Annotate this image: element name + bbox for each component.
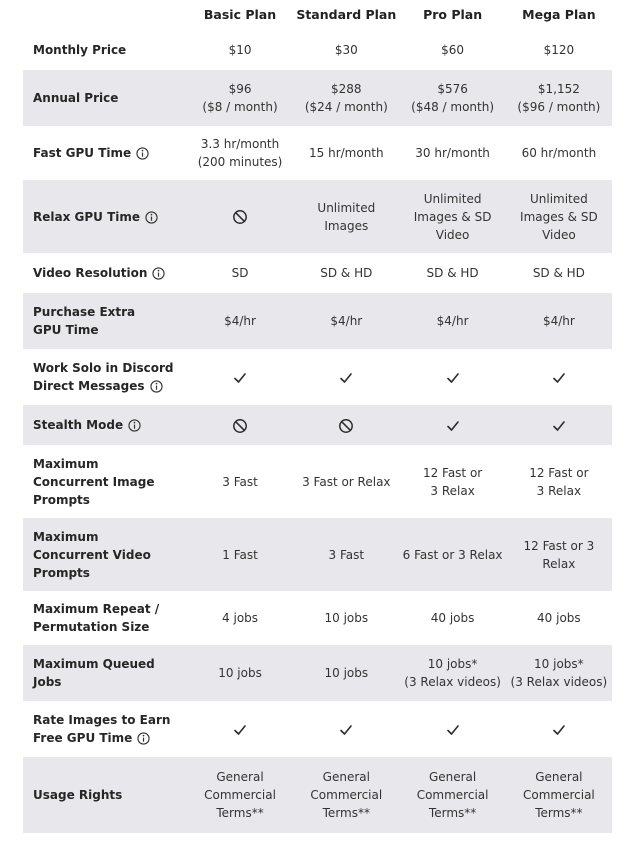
cell-pro: $576 ($48 / month) <box>411 82 495 114</box>
checkmark-icon <box>338 370 354 384</box>
cell-standard <box>293 416 399 434</box>
cell-standard: 3 Fast or Relax <box>302 474 391 489</box>
info-icon[interactable] <box>152 267 165 280</box>
row-label-text: Monthly Price <box>33 43 127 57</box>
cell-basic: $96 ($8 / month) <box>202 82 278 114</box>
cell-standard: Unlimited Images <box>317 200 376 233</box>
row-label-text: Maximum Concurrent Image Prompts <box>33 456 155 507</box>
checkmark-icon <box>445 418 461 432</box>
checkmark-icon <box>551 722 567 736</box>
cell-standard: 15 hr/month <box>309 146 384 160</box>
row-label <box>23 528 187 582</box>
info-icon[interactable] <box>150 380 163 393</box>
cell-pro: $60 <box>441 43 465 57</box>
cell-standard: $30 <box>334 43 358 57</box>
cell-standard: General Commercial Terms** <box>310 770 383 820</box>
info-icon[interactable] <box>128 419 141 432</box>
cell-basic: 1 Fast <box>222 547 258 562</box>
cell-mega <box>506 720 612 738</box>
row-monthly-price <box>23 30 612 70</box>
cell-pro: 30 hr/month <box>415 146 490 160</box>
cell-mega: Unlimited Images & SD Video <box>520 191 598 242</box>
cell-basic: 3.3 hr/month (200 minutes) <box>197 137 283 169</box>
cell-pro <box>399 416 505 434</box>
cell-pro: SD & HD <box>426 266 479 280</box>
cell-standard: SD & HD <box>320 266 373 280</box>
row-label-text: Video Resolution <box>33 266 148 280</box>
row-label-text: Maximum Repeat / Permutation Size <box>33 602 160 634</box>
checkmark-icon <box>232 370 248 384</box>
row-video-resolution <box>23 253 612 293</box>
not-allowed-icon <box>232 210 248 224</box>
cell-standard: 10 jobs <box>324 666 369 680</box>
row-label-text: Relax GPU Time <box>33 209 141 224</box>
row-usage-rights <box>23 757 612 833</box>
cell-standard: 10 jobs <box>324 611 369 625</box>
row-fast-gpu-time <box>23 126 612 180</box>
cell-standard <box>293 368 399 386</box>
row-label-text: Rate Images to Earn Free GPU Time <box>33 713 171 745</box>
header-row <box>23 0 612 30</box>
row-label <box>23 655 187 691</box>
cell-pro: 12 Fast or 3 Relax <box>422 465 483 498</box>
cell-pro: Unlimited Images & SD Video <box>413 191 492 242</box>
cell-basic: General Commercial Terms** <box>204 770 276 820</box>
row-label <box>23 711 187 747</box>
plan-comparison-table <box>23 0 612 833</box>
row-label <box>23 786 187 804</box>
not-allowed-icon <box>232 418 248 432</box>
cell-basic: $4/hr <box>224 314 256 328</box>
checkmark-icon <box>232 722 248 736</box>
cell-mega: 10 jobs* (3 Relax videos) <box>510 657 608 689</box>
plan-header-mega: Mega Plan <box>522 7 596 22</box>
cell-basic <box>187 416 293 434</box>
row-max-concurrent-image <box>23 445 612 518</box>
row-max-queued-jobs <box>23 645 612 701</box>
cell-standard: 3 Fast <box>328 547 365 562</box>
row-label-text: Work Solo in Discord Direct Messages <box>33 361 174 393</box>
row-max-concurrent-video <box>23 518 612 591</box>
row-work-solo <box>23 349 612 405</box>
row-rate-images <box>23 701 612 757</box>
row-stealth-mode <box>23 405 612 445</box>
checkmark-icon <box>445 722 461 736</box>
cell-mega: $120 <box>543 43 575 57</box>
cell-mega: $4/hr <box>542 314 575 328</box>
row-label-text: Maximum Queued Jobs <box>33 657 155 689</box>
cell-mega: General Commercial Terms** <box>522 770 595 820</box>
checkmark-icon <box>551 418 567 432</box>
row-max-repeat <box>23 591 612 645</box>
row-label <box>23 89 187 107</box>
cell-basic <box>187 368 293 386</box>
cell-pro: $4/hr <box>436 314 469 328</box>
row-label <box>23 455 187 509</box>
row-label <box>23 41 187 59</box>
info-icon[interactable] <box>136 147 149 160</box>
row-purchase-extra-gpu-time <box>23 293 612 349</box>
cell-standard: $4/hr <box>330 314 363 328</box>
row-label-text: Fast GPU Time <box>33 146 132 160</box>
checkmark-icon <box>551 370 567 384</box>
cell-mega: $1,152 ($96 / month) <box>517 82 601 114</box>
row-label <box>23 600 187 636</box>
row-relax-gpu-time <box>23 180 612 253</box>
cell-basic: $10 <box>228 43 252 57</box>
row-label <box>23 303 187 339</box>
cell-basic <box>187 208 293 226</box>
row-label <box>23 208 187 226</box>
row-label-text: Usage Rights <box>33 788 123 802</box>
cell-pro: 10 jobs* (3 Relax videos) <box>404 657 501 689</box>
row-annual-price <box>23 70 612 126</box>
row-label <box>23 416 187 434</box>
cell-mega: 60 hr/month <box>521 146 597 160</box>
cell-mega: SD & HD <box>532 266 585 280</box>
cell-pro <box>399 368 505 386</box>
row-label-text: Annual Price <box>33 91 119 105</box>
cell-basic: 10 jobs <box>218 666 262 680</box>
row-label-text: Stealth Mode <box>33 418 124 432</box>
cell-mega: 12 Fast or 3 Relax <box>529 465 589 498</box>
cell-pro: 6 Fast or 3 Relax <box>402 547 503 562</box>
cell-mega <box>506 368 612 386</box>
cell-basic <box>187 720 293 738</box>
not-allowed-icon <box>338 418 354 432</box>
info-icon[interactable] <box>145 211 158 224</box>
plan-header-standard: Standard Plan <box>296 7 397 22</box>
row-label <box>23 359 187 395</box>
cell-standard: $288 ($24 / month) <box>304 82 388 114</box>
cell-basic: 4 jobs <box>222 611 259 625</box>
cell-pro: General Commercial Terms** <box>416 770 489 820</box>
row-label-text: Purchase Extra GPU Time <box>33 305 136 337</box>
cell-mega: 12 Fast or 3 Relax <box>523 538 595 571</box>
row-label <box>23 264 187 282</box>
info-icon[interactable] <box>137 732 150 745</box>
cell-pro <box>399 720 505 738</box>
plan-header-basic: Basic Plan <box>203 7 277 22</box>
plan-header-pro: Pro Plan <box>423 7 483 22</box>
checkmark-icon <box>338 722 354 736</box>
cell-standard <box>293 720 399 738</box>
cell-mega <box>506 416 612 434</box>
row-label-text: Maximum Concurrent Video Prompts <box>33 529 151 580</box>
cell-basic: SD <box>231 266 249 280</box>
cell-mega: 40 jobs <box>537 611 581 625</box>
cell-pro: 40 jobs <box>430 611 475 625</box>
row-label <box>23 144 187 162</box>
checkmark-icon <box>445 370 461 384</box>
cell-basic: 3 Fast <box>222 474 258 489</box>
